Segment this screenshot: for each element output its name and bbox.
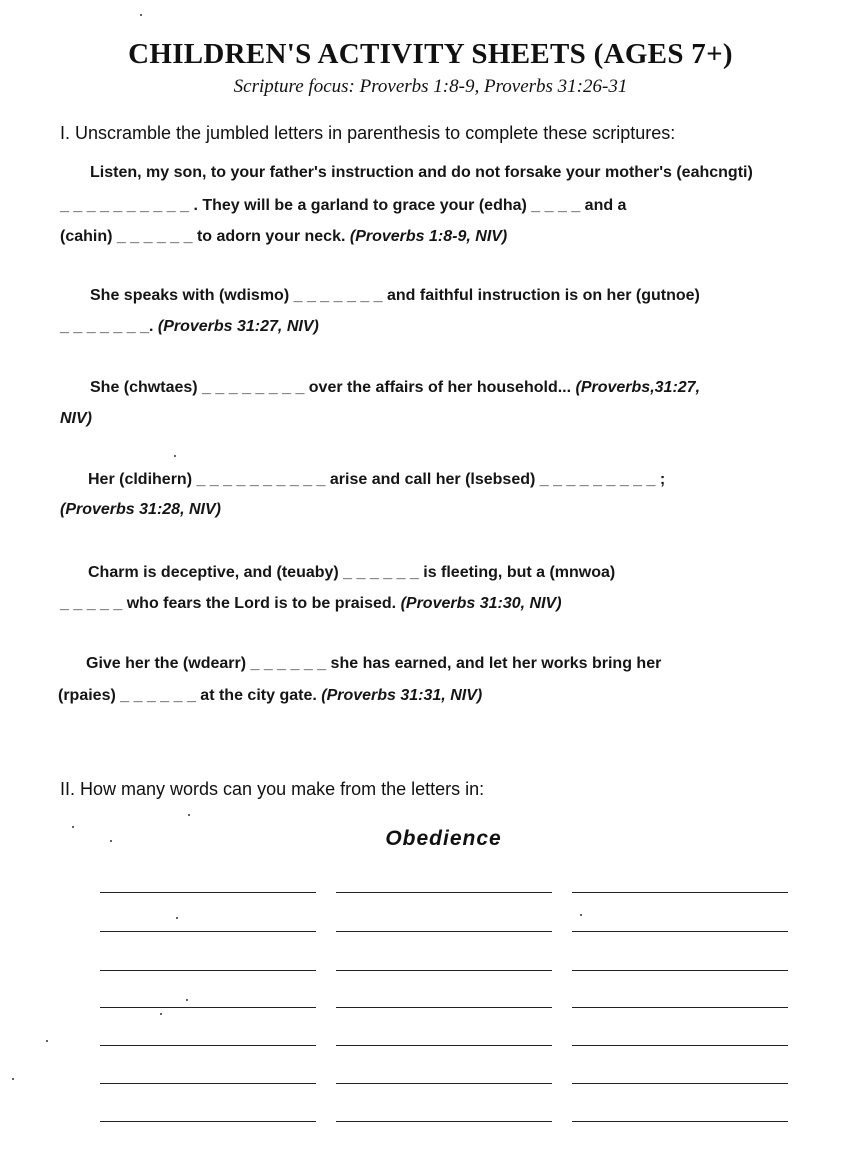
answer-line[interactable] xyxy=(336,1007,552,1008)
scripture-reference: (Proverbs 1:8-9, NIV) xyxy=(349,228,508,245)
section2-heading: II. How many words can you make from the letters in: xyxy=(60,779,485,799)
scan-speck xyxy=(176,917,178,919)
answer-line[interactable] xyxy=(572,892,788,893)
scripture-line xyxy=(58,687,482,705)
answer-line[interactable] xyxy=(100,1083,316,1084)
scripture-text: (cahin) _ _ _ _ _ _ to adorn your neck. xyxy=(60,228,346,245)
scripture-text: Charm is deceptive, and (teuaby) _ _ _ _ _ _ is fleeting, but a (mnwoa) xyxy=(88,564,616,581)
answer-line[interactable] xyxy=(336,1121,552,1122)
scan-speck xyxy=(12,1078,14,1080)
answer-line[interactable] xyxy=(336,1045,552,1046)
scan-speck xyxy=(580,914,582,916)
answer-line[interactable] xyxy=(100,1121,316,1122)
scripture-text: She (chwtaes) _ _ _ _ _ _ _ _ over the affairs of her household... xyxy=(90,379,572,396)
scan-speck xyxy=(110,840,112,842)
answer-line[interactable] xyxy=(336,931,552,932)
answer-line[interactable] xyxy=(336,892,552,893)
answer-line[interactable] xyxy=(572,970,788,971)
scramble-word: Obedience xyxy=(385,827,502,850)
scripture-line xyxy=(60,197,626,215)
answer-line[interactable] xyxy=(100,1045,316,1046)
scripture-reference: NIV) xyxy=(60,410,92,427)
scripture-reference: (Proverbs 31:28, NIV) xyxy=(60,501,221,518)
scripture-reference: (Proverbs 31:27, NIV) xyxy=(157,318,319,335)
scripture-text: _ _ _ _ _ _ _ _ _ _ . They will be a garland to grace your (edha) _ _ _ _ and a xyxy=(60,197,627,214)
answer-line[interactable] xyxy=(572,931,788,932)
scripture-line xyxy=(60,228,507,246)
scan-speck xyxy=(160,1013,162,1015)
scripture-text: _ _ _ _ _ _ _. xyxy=(60,318,154,335)
scripture-text: She speaks with (wdismo) _ _ _ _ _ _ _ and faithful instruction is on her (gutnoe) xyxy=(90,287,700,304)
scan-speck xyxy=(46,1040,48,1042)
scripture-line xyxy=(60,318,319,336)
answer-line[interactable] xyxy=(100,1007,316,1008)
scripture-reference: (Proverbs,31:27, xyxy=(575,379,701,396)
answer-line[interactable] xyxy=(572,1007,788,1008)
answer-line[interactable] xyxy=(336,970,552,971)
page-title: CHILDREN'S ACTIVITY SHEETS (AGES 7+) xyxy=(128,38,733,70)
scripture-reference: (Proverbs 31:31, NIV) xyxy=(321,687,483,704)
scripture-text: (rpaies) _ _ _ _ _ _ at the city gate. xyxy=(58,687,317,704)
scripture-line xyxy=(60,595,562,613)
scripture-reference: (Proverbs 31:30, NIV) xyxy=(400,595,562,612)
answer-line[interactable] xyxy=(100,970,316,971)
answer-line[interactable] xyxy=(572,1045,788,1046)
answer-line[interactable] xyxy=(100,931,316,932)
scripture-line xyxy=(90,164,753,182)
scan-speck xyxy=(186,999,188,1001)
scripture-text: Listen, my son, to your father's instruction and do not forsake your mother's (eahcngti) xyxy=(90,164,753,181)
scan-speck xyxy=(72,826,74,828)
scripture-text: Give her the (wdearr) _ _ _ _ _ _ she has earned, and let her works bring her xyxy=(86,655,662,672)
scripture-line xyxy=(90,287,700,305)
answer-line[interactable] xyxy=(572,1121,788,1122)
scripture-line xyxy=(88,471,665,489)
answer-line[interactable] xyxy=(100,892,316,893)
scripture-line xyxy=(60,501,221,519)
scan-speck xyxy=(188,814,190,816)
scripture-line xyxy=(86,655,661,673)
section1-heading: I. Unscramble the jumbled letters in parenthesis to complete these scriptures: xyxy=(60,123,676,143)
answer-line[interactable] xyxy=(336,1083,552,1084)
scripture-line xyxy=(60,410,92,428)
scripture-line xyxy=(88,564,615,582)
answer-line[interactable] xyxy=(572,1083,788,1084)
scripture-text: Her (cldihern) _ _ _ _ _ _ _ _ _ _ arise and call her (lsebsed) _ _ _ _ _ _ _ _ _ ; xyxy=(88,471,666,488)
scripture-line xyxy=(90,379,700,397)
page-subtitle: Scripture focus: Proverbs 1:8-9, Proverbs 31:26-31 xyxy=(233,76,628,97)
scripture-text: _ _ _ _ _ who fears the Lord is to be praised. xyxy=(60,595,397,612)
scan-speck xyxy=(140,14,142,16)
scan-speck xyxy=(174,455,176,457)
